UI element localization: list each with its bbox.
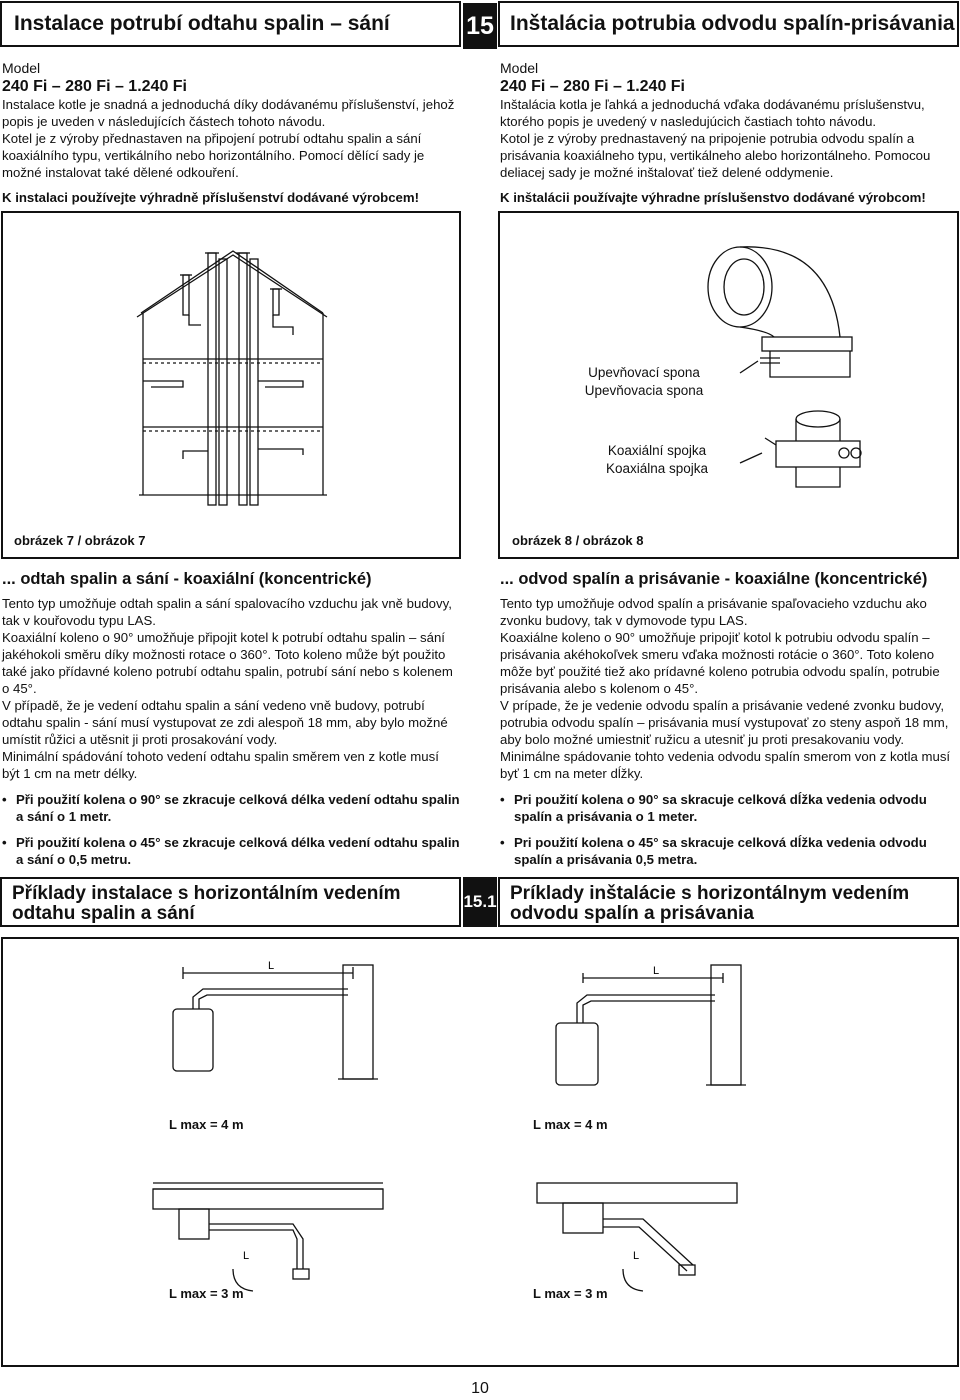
right-title: Inštalácia potrubia odvodu spalín-prisávania <box>510 12 955 35</box>
installation-examples <box>3 939 957 1365</box>
body-paragraph-1: Tento typ umožňuje odtah spalin a sání spalovacího vzduchu jak vně budovy, tak v kouřovodu typu LAS. <box>2 596 452 628</box>
length-label: L <box>243 1250 250 1262</box>
left-header <box>0 1 461 47</box>
model-label: Model <box>2 60 41 76</box>
coupling-label-sk: Koaxiálna spojka <box>605 461 709 476</box>
warning-text: K inštalácii používajte výhradne príslušenstvo dodávané výrobcom! <box>500 190 926 205</box>
length-label: L <box>268 960 275 972</box>
bullet-item: • Pri použití kolena o 45° sa skracuje celková dĺžka vedenia odvodu spalín a prisávania 0,5 metra. <box>500 834 958 868</box>
bullet-item: • Pri použití kolena o 90° sa skracuje celková dĺžka vedenia odvodu spalín a prisávania o 1 meter. <box>500 791 958 825</box>
body-paragraph-4: Minimálne spádovanie tohto vedenia odvodu spalín smerom von z kotla musí byť 1 cm na meter dĺžky. <box>500 749 951 781</box>
figure-8-caption: obrázek 8 / obrázok 8 <box>512 533 644 548</box>
intro-paragraph: Instalace kotle je snadná a jednoduchá díky dodávanému příslušenství, jehož popis je uveden v následujících částech tohoto návodu. <box>2 97 455 129</box>
subheading: ... odtah spalin a sání - koaxiální (koncentrické) <box>2 570 372 588</box>
left-title: Instalace potrubí odtahu spalin – sání <box>14 12 390 35</box>
intro-paragraph-2: Kotel je z výroby přednastaven na připojení potrubí odtahu spalin a sání koaxiálního typu, vertikálního nebo horizontálního. Pomocí dělící sady je možné instalovat také dělené odkouření. <box>2 131 425 180</box>
warning-text: K instalaci používejte výhradně příslušenství dodávané výrobcem! <box>2 190 420 205</box>
model-list: 240 Fi – 280 Fi – 1.240 Fi <box>2 78 187 95</box>
section-number-2: 15.1 <box>463 877 497 927</box>
bullet-item: • Při použití kolena o 45° se zkracuje celková délka vedení odtahu spalin a sání o 0,5 metru. <box>2 835 460 867</box>
body-paragraph-3: V prípade, že je vedenie odvodu spalín a prisávanie vedené zvonku budovy, potrubia odvodu spalín – prisávania musí vystupovať zo steny aspoň 18 mm, aby bolo možné umiestniť ružicu a utesniť ju proti presakovaniu vody. <box>500 698 949 747</box>
bullet-text: Při použití kolena o 45° se zkracuje celková délka vedení odtahu spalin a sání o 0,5 metru. <box>16 835 460 867</box>
intro-paragraph-2: Kotol je z výroby prednastavený na pripojenie potrubia odvodu spalín a prisávania koaxiálneho typu, vertikálneho alebo horizontálneho. Pomocou deliacej sady je možné inštalovať tiež delené oddymenie. <box>500 131 931 180</box>
clamp-label-cz: Upevňovací spona <box>588 365 700 380</box>
intro-paragraph: Inštalácia kotla je ľahká a jednoduchá vďaka dodávanému príslušenstvu, ktorého popis je uvedený v nasledujúcich častiach tohto návodu. <box>500 97 925 129</box>
model-label: Model <box>500 60 539 76</box>
clamp-label-sk: Upevňovacia spona <box>584 383 704 398</box>
examples-frame <box>1 937 959 1367</box>
lmax-top-left: L max = 4 m <box>169 1117 244 1132</box>
clamp-label <box>564 364 724 400</box>
figure-7-frame <box>1 211 461 559</box>
lmax-bottom-right: L max = 3 m <box>533 1286 608 1301</box>
lmax-bottom-left: L max = 3 m <box>169 1286 244 1301</box>
subheading: ... odvod spalín a prisávanie - koaxiálne (koncentrické) <box>500 570 928 588</box>
bullet-text: Pri použití kolena o 90° sa skracuje celková dĺžka vedenia odvodu spalín a prisávania o 1 meter. <box>514 792 927 824</box>
body-paragraph-4: Minimální spádování tohoto vedení odtahu spalin směrem ven z kotle musí být 1 cm na metr délky. <box>2 749 439 781</box>
body-paragraph-3: V případě, že je vedení odtahu spalin a sání vedeno vně budovy, potrubí odtahu spalin - sání musí vystupovat ze zdi alespoň 18 mm, aby bylo možné umístit růžici a utěsnit ji proti prosakování vody. <box>2 698 448 747</box>
left-intro <box>2 60 460 206</box>
left-body <box>2 569 460 868</box>
length-label: L <box>633 1250 640 1262</box>
left-section-title: Příklady instalace s horizontálním vedením odtahu spalin a sání <box>0 877 461 927</box>
right-section-title: Príklady inštalácie s horizontálnym vedením odvodu spalín a prisávania <box>498 877 959 927</box>
body-paragraph-1: Tento typ umožňuje odvod spalín a prisávanie spaľovacieho vzduchu ako zvonku budovy, tak v dymovode typu LAS. <box>500 596 927 628</box>
coupling-label <box>582 442 732 478</box>
figure-7-caption: obrázek 7 / obrázok 7 <box>14 533 146 548</box>
right-body <box>500 569 958 868</box>
lmax-top-right: L max = 4 m <box>533 1117 608 1132</box>
page-number: 10 <box>471 1380 489 1397</box>
bullet-text: Při použití kolena o 90° se zkracuje celková délka vedení odtahu spalin a sání o 1 metr. <box>16 792 460 824</box>
length-label: L <box>653 965 660 977</box>
right-header <box>498 1 959 47</box>
house-flue-diagram <box>3 213 459 557</box>
coupling-label-cz: Koaxiální spojka <box>607 443 707 458</box>
figure-8-frame <box>498 211 959 559</box>
body-paragraph-2: Koaxiální koleno o 90° umožňuje připojit kotel k potrubí odtahu spalin – sání jakéhokoli směru díky možnosti rotace o 360°. Toto koleno může být použito také jako přídavné koleno potrubí odtahu spalin, potrubí sání nebo s kolenem o 45°. <box>2 630 453 696</box>
bullet-text: Pri použití kolena o 45° sa skracuje celková dĺžka vedenia odvodu spalín a prisávania 0,5 metra. <box>514 835 927 867</box>
section-number: 15 <box>463 3 497 49</box>
body-paragraph-2: Koaxiálne koleno o 90° umožňuje pripojiť kotol k potrubiu odvodu spalín – prisávania akéhokoľvek smeru vďaka možnosti rotácie o 360°. Toto koleno môže byť použité tiež ako prídavné koleno potrubia odvodu spalín, potrubie prisávania alebo s kolenom o 45°. <box>500 630 940 696</box>
right-intro <box>500 60 958 206</box>
bullet-item: • Při použití kolena o 90° se zkracuje celková délka vedení odtahu spalin a sání o 1 metr. <box>2 792 460 824</box>
model-list: 240 Fi – 280 Fi – 1.240 Fi <box>500 78 685 95</box>
